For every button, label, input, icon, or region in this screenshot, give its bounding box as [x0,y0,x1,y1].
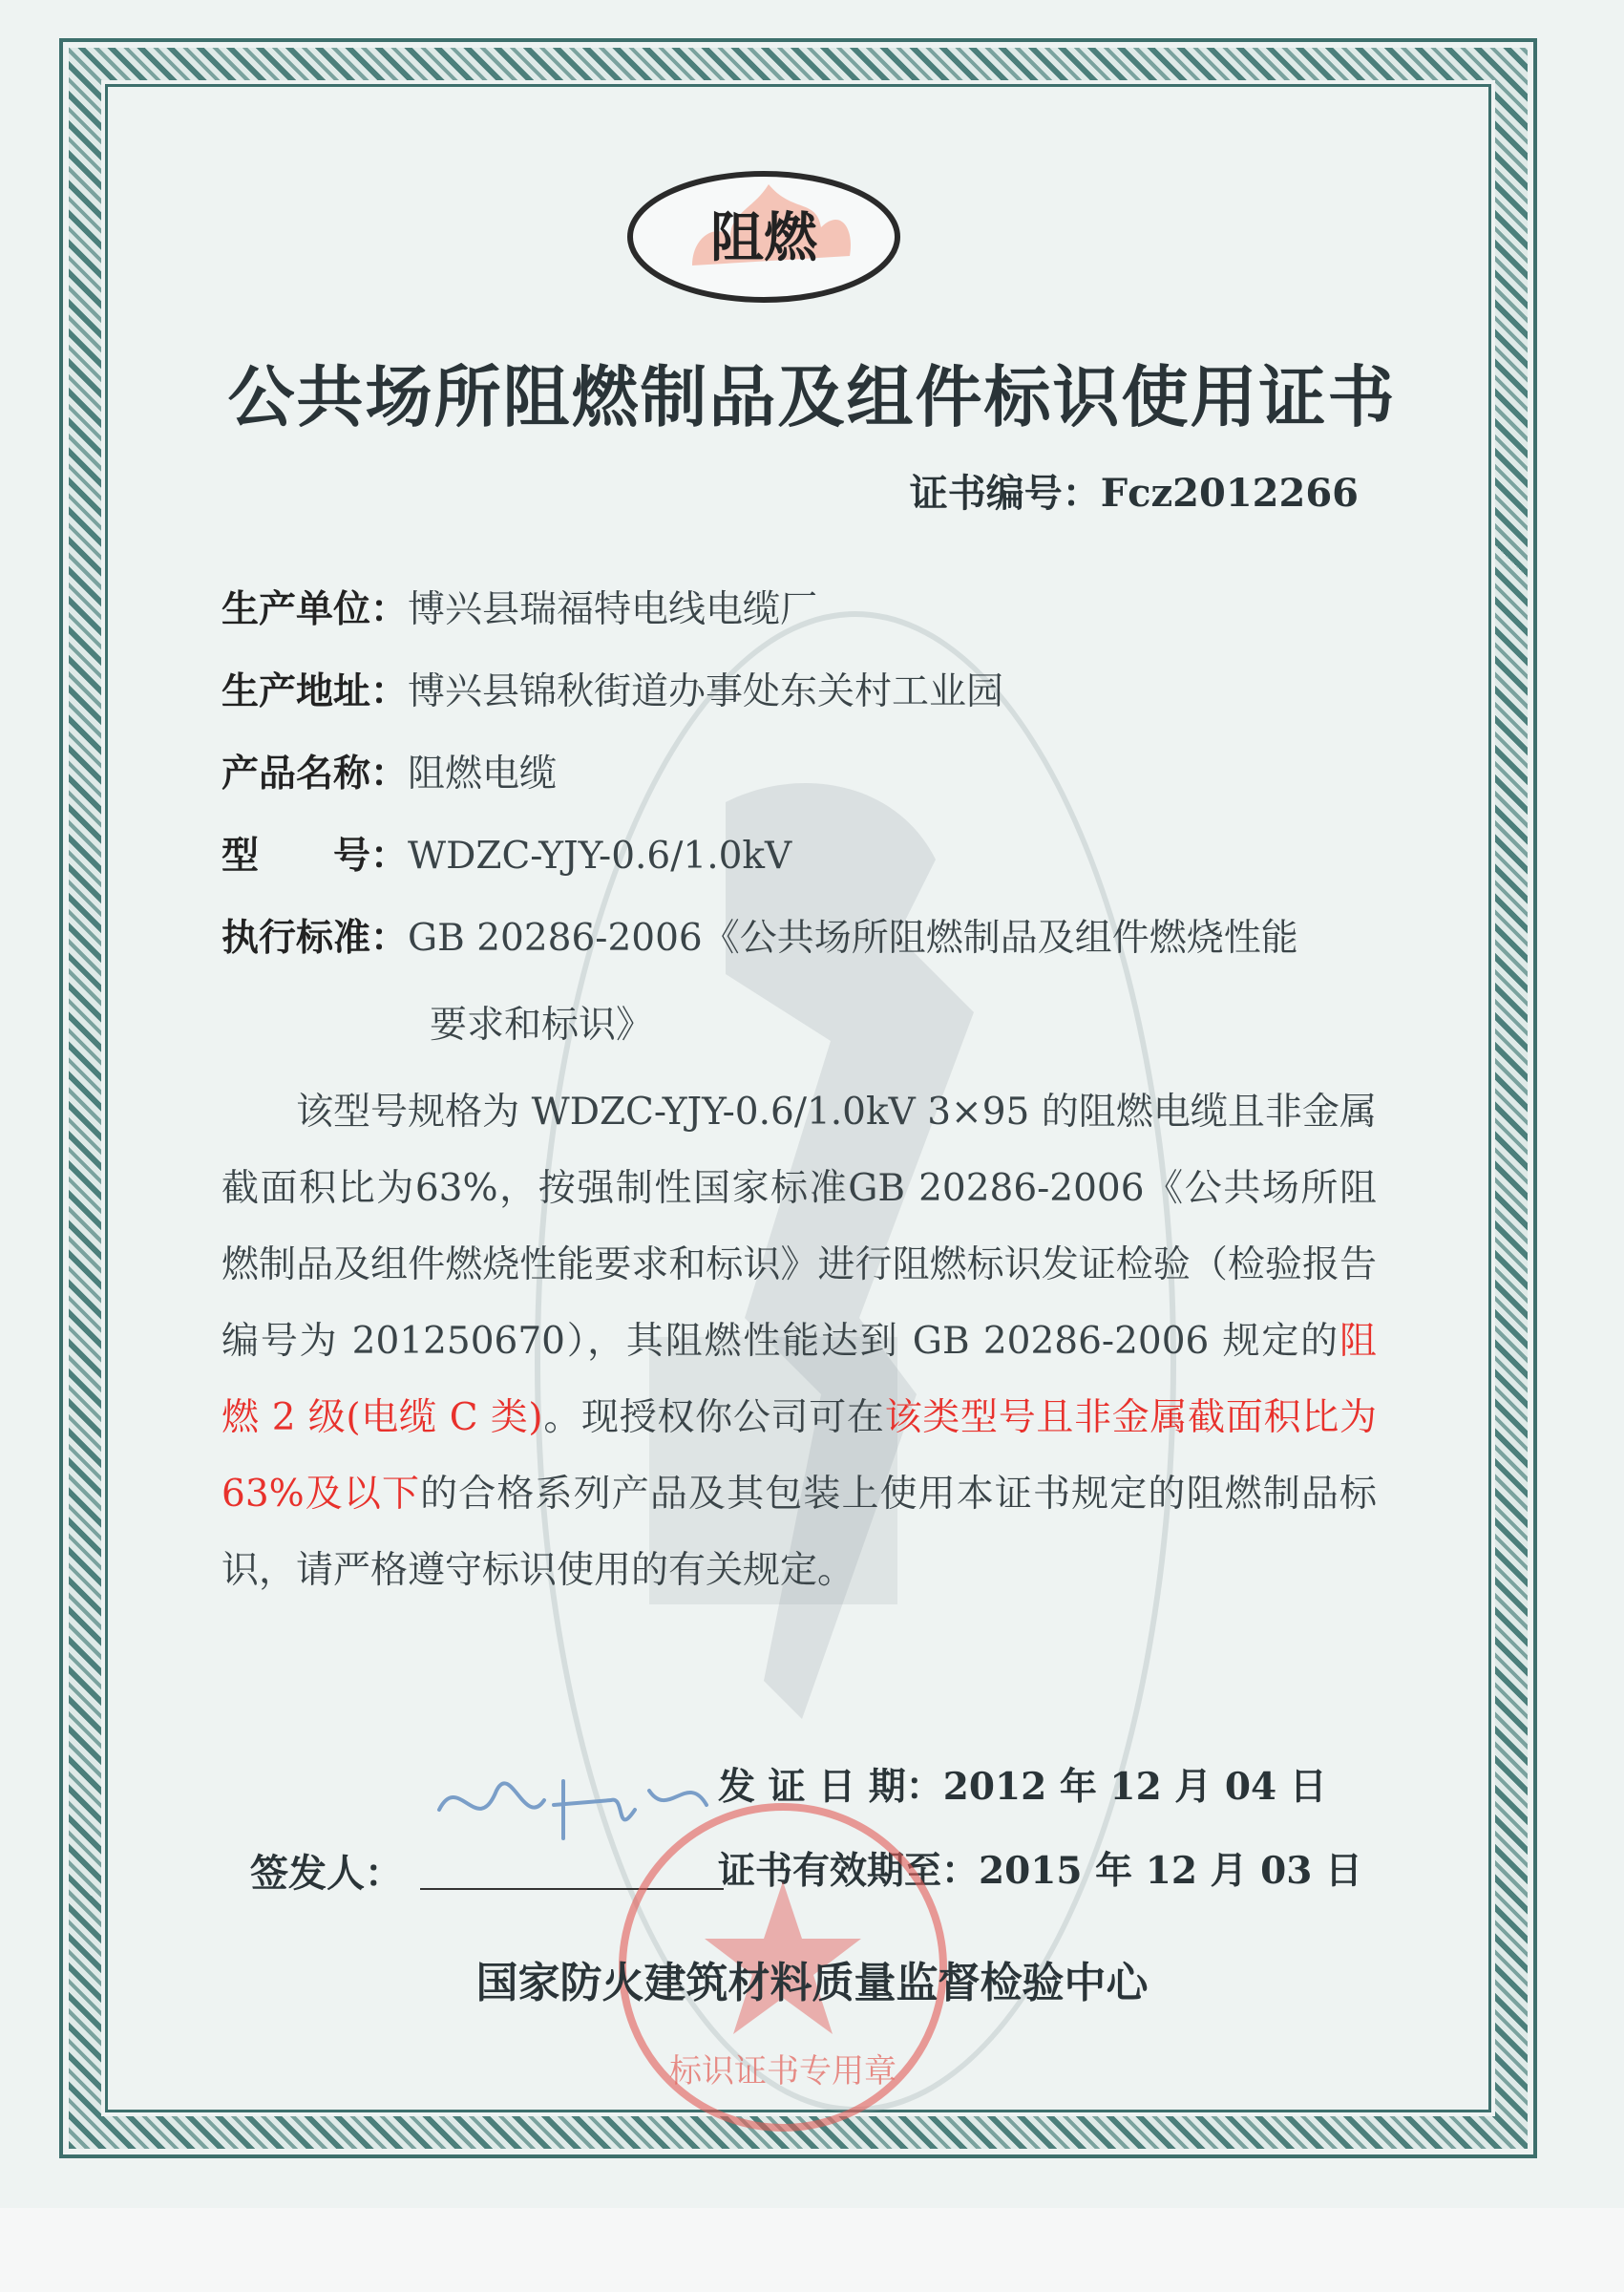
body-part2: 。现授权你公司可在 [542,1396,885,1439]
certificate-number-value: Fcz2012266 [1100,471,1359,516]
standard-continuation: 要求和标识》 [430,1004,654,1047]
seal-text: 标识证书专用章 [669,2052,896,2090]
body-part3: 的合格系列产品及其包装上使用本证书规定的阻燃制品标识，请严格遵守标识使用的有关规定。 [221,1473,1377,1592]
issue-date: 发 证 日 期：2012 年 12 月 04 日 [718,1765,1327,1809]
field-label: 生产单位： [221,588,409,631]
field-label: 生产地址： [221,670,409,713]
flame-retardant-logo [625,170,902,304]
certificate-title: 公共场所阻燃制品及组件标识使用证书 [227,358,1397,436]
field-value: WDZC-YJY-0.6/1.0kV [408,835,792,878]
field-label: 执行标准： [221,917,409,960]
field-value: 博兴县瑞福特电线电缆厂 [408,588,818,631]
certificate-number-label: 证书编号： [909,471,1101,516]
field-model [221,833,791,881]
signer-label: 签发人： [250,1851,403,1896]
field-value: 博兴县锦秋街道办事处东关村工业园 [408,670,1004,713]
field-manufacturer [221,586,817,634]
body-red-grade: 阻燃 2 级(电缆 C 类) [221,1320,1377,1439]
issuing-organization: 国家防火建筑材料质量监督检验中心 [475,1959,1149,2007]
field-product-name [221,751,557,798]
certificate-number [910,463,1359,518]
field-label: 型 号： [221,835,409,878]
field-standard [221,915,1298,963]
field-value: 阻燃电缆 [408,753,558,796]
body-red-scope: 该类型号且非金属截面积比为 63%及以下 [221,1396,1377,1516]
field-label: 产品名称： [221,753,409,796]
field-address [221,668,1003,716]
certificate-body [221,1074,1377,1609]
logo-text: 阻燃 [710,207,817,269]
body-part1: 该型号规格为 WDZC-YJY-0.6/1.0kV 3×95 的阻燃电缆且非金属截面积比为63%，按强制性国家标准GB 20286-2006《公共场所阻燃制品及组件燃烧性能要求和标识》进行阻燃标识发证检验（检验报告编号为 201250670），其阻燃性能达到 GB 20286-2006 规定的 [221,1091,1377,1363]
field-value: GB 20286-2006《公共场所阻燃制品及组件燃烧性能 [408,917,1298,960]
valid-until: 证书有效期至：2015 年 12 月 03 日 [718,1849,1362,1893]
